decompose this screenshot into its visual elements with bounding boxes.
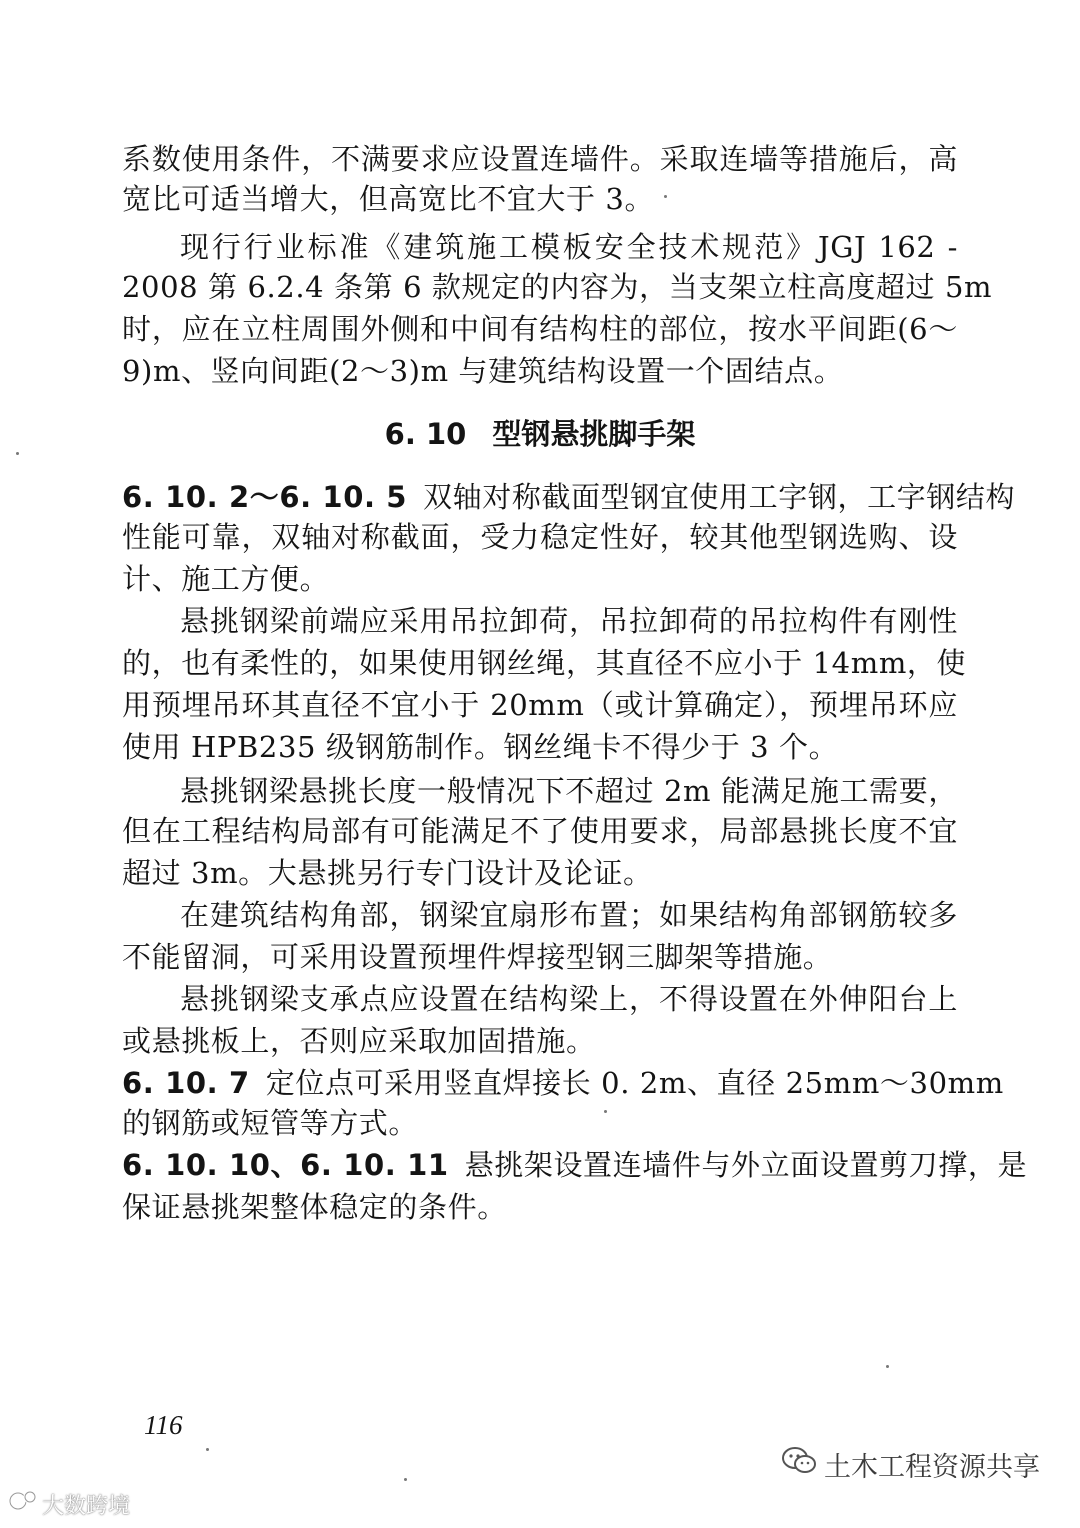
watermark-right — [782, 1445, 1040, 1484]
body-line: 但在工程结构局部有可能满足不了使用要求，局部悬挑长度不宜 — [122, 814, 958, 848]
watermark-left-text: 大数跨境 — [42, 1493, 131, 1519]
section-number: 6. 10 — [384, 417, 467, 451]
body-line: 用预埋吊环其直径不宜小于 20mm（或计算确定），预埋吊环应 — [122, 688, 958, 722]
body-line: 9)m、竖向间距(2～3)m 与建筑结构设置一个固结点。 — [122, 354, 844, 388]
body-line: 或悬挑板上，否则应采取加固措施。 — [122, 1024, 596, 1058]
clause-line — [122, 1064, 1004, 1102]
body-line: 系数使用条件，不满要求应设置连墙件。采取连墙等措施后，高 — [122, 142, 958, 176]
body-line: 悬挑钢梁支承点应设置在结构梁上，不得设置在外伸阳台上 — [180, 982, 958, 1016]
body-line: 的，也有柔性的，如果使用钢丝绳，其直径不应小于 14mm，使 — [122, 646, 967, 680]
body-line: 超过 3m。大悬挑另行专门设计及论证。 — [122, 856, 653, 890]
clause-number: 6. 10. 7 — [122, 1066, 250, 1100]
body-line: 悬挑钢梁前端应采用吊拉卸荷，吊拉卸荷的吊拉构件有刚性 — [180, 604, 958, 638]
scan-speck — [604, 1110, 607, 1113]
scan-speck — [16, 452, 19, 455]
body-line: 计、施工方便。 — [122, 562, 330, 596]
body-line: 宽比可适当增大，但高宽比不宜大于 3。 — [122, 182, 655, 216]
body-line: 现行行业标准《建筑施工模板安全技术规范》JGJ 162 - — [180, 230, 958, 264]
body-line: 2008 第 6.2.4 条第 6 款规定的内容为，当支架立柱高度超过 5m — [122, 270, 993, 304]
clause-line — [122, 1146, 1028, 1184]
body-line: 不能留洞，可采用设置预埋件焊接型钢三脚架等措施。 — [122, 940, 833, 974]
watermark-left — [8, 1488, 130, 1520]
clause-number: 6. 10. 10、6. 10. 11 — [122, 1148, 449, 1182]
logo-icon — [8, 1488, 38, 1520]
clause-text: 双轴对称截面型钢宜使用工字钢，工字钢结构 — [423, 480, 1016, 514]
body-line: 保证悬挑架整体稳定的条件。 — [122, 1190, 507, 1224]
body-line: 在建筑结构角部，钢梁宜扇形布置；如果结构角部钢筋较多 — [180, 898, 958, 932]
clause-number: 6. 10. 2～6. 10. 5 — [122, 480, 408, 514]
body-line: 的钢筋或短管等方式。 — [122, 1106, 419, 1140]
watermark-right-text: 土木工程资源共享 — [824, 1452, 1040, 1483]
clause-line — [122, 478, 1016, 516]
section-heading — [0, 415, 1080, 453]
scan-speck — [664, 195, 667, 198]
clause-text: 定位点可采用竖直焊接长 0. 2m、直径 25mm～30mm — [265, 1066, 1004, 1100]
page-number: 116 — [144, 1410, 183, 1440]
body-line: 使用 HPB235 级钢筋制作。钢丝绳卡不得少于 3 个。 — [122, 730, 839, 764]
scan-speck — [206, 1448, 209, 1451]
wechat-icon — [782, 1447, 816, 1482]
body-line: 性能可靠，双轴对称截面，受力稳定性好，较其他型钢选购、设 — [122, 520, 958, 554]
scan-speck — [404, 1478, 407, 1481]
body-line: 时，应在立柱周围外侧和中间有结构柱的部位，按水平间距(6～ — [122, 312, 958, 346]
section-title: 型钢悬挑脚手架 — [492, 417, 696, 451]
body-line: 悬挑钢梁悬挑长度一般情况下不超过 2m 能满足施工需要， — [180, 774, 958, 808]
scan-speck — [886, 1365, 889, 1368]
clause-text: 悬挑架设置连墙件与外立面设置剪刀撑，是 — [464, 1148, 1028, 1182]
